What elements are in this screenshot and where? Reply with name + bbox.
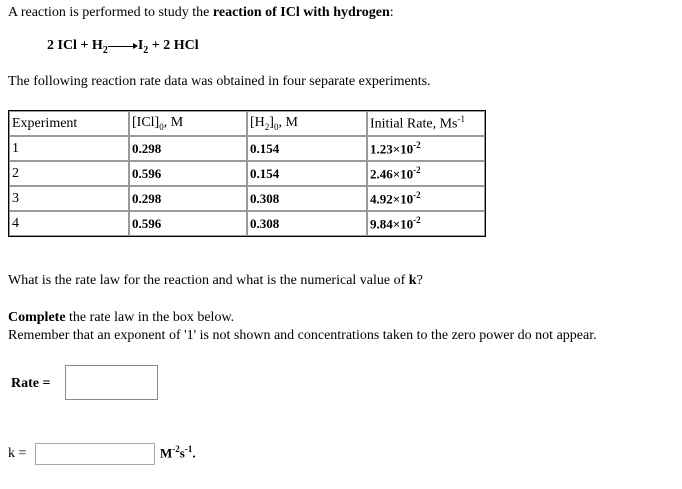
equation-product-hcl: + 2 HCl: [148, 38, 199, 53]
k-units-period: .: [192, 445, 196, 461]
question-suffix: ?: [416, 273, 423, 288]
cell-rate-exp: -2: [413, 214, 421, 225]
cell-icl: 0.596: [129, 161, 247, 186]
cell-experiment: 1: [9, 136, 129, 161]
header-initial-rate: [367, 111, 485, 136]
header-h2: [247, 111, 367, 136]
header-h2-sub: 2: [264, 121, 270, 132]
question-prefix: What is the rate law for the reaction and what is the numerical value of: [8, 273, 409, 288]
header-rate-exp: -1: [457, 114, 465, 125]
table-row: [9, 186, 485, 211]
header-rate-text: Initial Rate, Ms: [370, 116, 458, 132]
cell-rate: [367, 211, 485, 236]
intro-text: [8, 5, 394, 21]
cell-rate: [367, 136, 485, 161]
header-experiment: Experiment: [9, 111, 129, 136]
cell-rate-mantissa: 1.23×10: [370, 141, 414, 157]
k-units: [160, 444, 196, 461]
cell-h2: 0.154: [247, 161, 367, 186]
cell-rate-mantissa: 2.46×10: [370, 166, 414, 182]
cell-rate-mantissa: 4.92×10: [370, 191, 414, 207]
reaction-equation: [47, 38, 199, 56]
equation-product-i2: I: [137, 38, 144, 53]
intro-suffix: :: [389, 5, 394, 20]
cell-rate-exp: -2: [413, 189, 421, 200]
header-icl-text: [ICl]: [132, 115, 160, 131]
header-h2-close: ]: [269, 115, 274, 131]
instruction-rest: the rate law in the box below.: [65, 310, 235, 325]
header-icl: [129, 111, 247, 136]
k-label: k =: [8, 446, 27, 461]
reaction-arrow-icon: [108, 41, 138, 51]
table-row: [9, 136, 485, 161]
table-row: [9, 161, 485, 186]
k-units-m: M: [160, 445, 173, 461]
cell-experiment: 3: [9, 186, 129, 211]
rate-label: Rate =: [11, 376, 51, 391]
cell-experiment: 2: [9, 161, 129, 186]
header-icl-unit: , M: [163, 115, 184, 131]
cell-experiment: 4: [9, 211, 129, 236]
k-units-m-exp: -2: [172, 444, 180, 454]
cell-rate-mantissa: 9.84×10: [370, 216, 414, 232]
cell-icl: 0.298: [129, 186, 247, 211]
intro-emphasis: reaction of ICl with hydrogen: [212, 5, 390, 20]
table-header-row: [9, 111, 485, 136]
rate-data-table: [8, 110, 486, 237]
k-units-s: s: [179, 445, 185, 461]
rate-law-input[interactable]: [65, 365, 158, 400]
cell-h2: 0.308: [247, 211, 367, 236]
equation-i2-subscript: 2: [143, 44, 149, 56]
header-h2-sub0: 0: [273, 121, 279, 132]
k-units-s-exp: -1: [184, 444, 193, 454]
header-icl-sub: 0: [159, 121, 164, 132]
reminder-text: Remember that an exponent of '1' is not shown and concentrations taken to the zero power do not appear.: [8, 328, 597, 343]
question-text: [8, 273, 423, 289]
cell-rate-exp: -2: [413, 139, 421, 150]
equation-h2-subscript: 2: [102, 44, 108, 56]
instruction-emphasis: Complete: [8, 310, 66, 325]
k-value-input[interactable]: [35, 443, 155, 465]
cell-rate-exp: -2: [413, 164, 421, 175]
question-k: k: [408, 273, 417, 288]
data-note: The following reaction rate data was obtained in four separate experiments.: [8, 74, 431, 89]
cell-icl: 0.596: [129, 211, 247, 236]
cell-rate: [367, 186, 485, 211]
table-row: [9, 211, 485, 236]
cell-icl: 0.298: [129, 136, 247, 161]
header-h2-unit: , M: [278, 115, 298, 131]
cell-h2: 0.154: [247, 136, 367, 161]
cell-rate: [367, 161, 485, 186]
instruction-text: [8, 310, 234, 326]
header-h2-open: [H: [250, 115, 265, 131]
equation-reactants: 2 ICl + H: [47, 38, 103, 53]
intro-prefix: A reaction is performed to study the: [8, 5, 213, 20]
cell-h2: 0.308: [247, 186, 367, 211]
